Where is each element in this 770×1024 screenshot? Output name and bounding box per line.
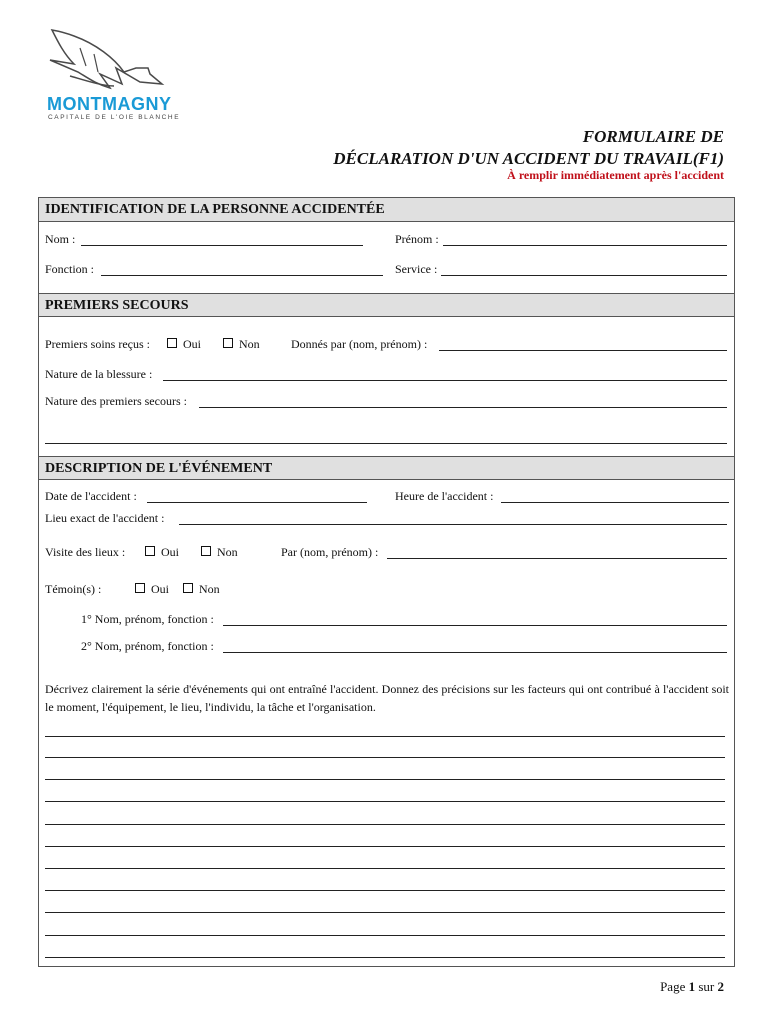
checkbox-oui-icon[interactable]: [167, 338, 177, 348]
description-line[interactable]: [45, 779, 725, 780]
description-line[interactable]: [45, 824, 725, 825]
nature-blessure-label: Nature de la blessure :: [45, 367, 153, 381]
description-line[interactable]: [45, 757, 725, 758]
nom-label: Nom :: [45, 232, 76, 246]
checkbox-non-icon[interactable]: [183, 583, 193, 593]
par-label: Par (nom, prénom) :: [281, 545, 379, 559]
heure-field[interactable]: [501, 502, 729, 503]
page-indicator: [660, 979, 724, 995]
description-line[interactable]: [45, 935, 725, 936]
non-label: Non: [217, 545, 238, 559]
description-instructions: Décrivez clairement la série d'événements qui ont entraîné l'accident. Donnez des précisions sur les facteurs qui ont contribué à l'accident soit le moment, l'équipement, le lieu, l'individu, la tâche et l'organisation.: [45, 682, 729, 714]
checkbox-non-icon[interactable]: [223, 338, 233, 348]
visite-oui[interactable]: [145, 545, 179, 559]
nom-field[interactable]: [81, 245, 363, 246]
premiers-soins-oui[interactable]: [167, 337, 201, 351]
date-label: Date de l'accident :: [45, 489, 137, 503]
service-field[interactable]: [441, 275, 727, 276]
form-subtitle: À remplir immédiatement après l'accident: [507, 168, 724, 182]
prenom-label: Prénom :: [395, 232, 439, 246]
checkbox-oui-icon[interactable]: [145, 546, 155, 556]
title-line-2: DÉCLARATION D'UN ACCIDENT DU TRAVAIL(F1): [333, 149, 724, 168]
description-line[interactable]: [45, 912, 725, 913]
par-field[interactable]: [387, 558, 727, 559]
donnes-par-label: Donnés par (nom, prénom) :: [291, 337, 428, 351]
page-word: Page: [660, 979, 686, 994]
service-label: Service :: [395, 262, 438, 276]
nature-blessure-field[interactable]: [163, 380, 727, 381]
temoin1-field[interactable]: [223, 625, 727, 626]
sur-word: sur: [698, 979, 715, 994]
page-number: 1: [688, 979, 696, 994]
oui-label: Oui: [183, 337, 201, 351]
temoin1-label: 1° Nom, prénom, fonction :: [81, 612, 214, 626]
description-line[interactable]: [45, 846, 725, 847]
secours-extra-line[interactable]: [45, 443, 727, 444]
non-label: Non: [239, 337, 260, 351]
logo-tagline: CAPITALE DE L'OIE BLANCHE: [48, 114, 181, 121]
oui-label: Oui: [151, 582, 169, 596]
fonction-field[interactable]: [101, 275, 383, 276]
lieu-field[interactable]: [179, 524, 727, 525]
fonction-label: Fonction :: [45, 262, 95, 276]
description-line[interactable]: [45, 890, 725, 891]
temoin2-field[interactable]: [223, 652, 727, 653]
heure-label: Heure de l'accident :: [395, 489, 494, 503]
description-line[interactable]: [45, 801, 725, 802]
page-total: 2: [717, 979, 724, 994]
checkbox-non-icon[interactable]: [201, 546, 211, 556]
form-title: [333, 126, 724, 170]
nature-secours-field[interactable]: [199, 407, 727, 408]
oui-label: Oui: [161, 545, 179, 559]
section-description-heading: DESCRIPTION DE L'ÉVÉNEMENT: [39, 456, 734, 480]
donnes-par-field[interactable]: [439, 350, 727, 351]
section-identification-heading: IDENTIFICATION DE LA PERSONNE ACCIDENTÉE: [39, 198, 734, 222]
section-premiers-secours-heading: PREMIERS SECOURS: [39, 293, 734, 317]
date-field[interactable]: [147, 502, 367, 503]
temoins-oui[interactable]: [135, 582, 169, 596]
temoins-non[interactable]: [183, 582, 220, 596]
title-line-1: FORMULAIRE DE: [582, 127, 724, 146]
premiers-soins-non[interactable]: [223, 337, 260, 351]
non-label: Non: [199, 582, 220, 596]
temoin2-label: 2° Nom, prénom, fonction :: [81, 639, 214, 653]
lieu-label: Lieu exact de l'accident :: [45, 511, 165, 525]
visite-label: Visite des lieux :: [45, 545, 126, 559]
description-line[interactable]: [45, 868, 725, 869]
logo-name: MONTMAGNY: [47, 94, 172, 114]
form-box: [38, 197, 735, 967]
description-line[interactable]: [45, 736, 725, 737]
description-line[interactable]: [45, 957, 725, 958]
temoins-label: Témoin(s) :: [45, 582, 102, 596]
visite-non[interactable]: [201, 545, 238, 559]
premiers-soins-label: Premiers soins reçus :: [45, 337, 150, 351]
nature-secours-label: Nature des premiers secours :: [45, 394, 187, 408]
prenom-field[interactable]: [443, 245, 727, 246]
checkbox-oui-icon[interactable]: [135, 583, 145, 593]
